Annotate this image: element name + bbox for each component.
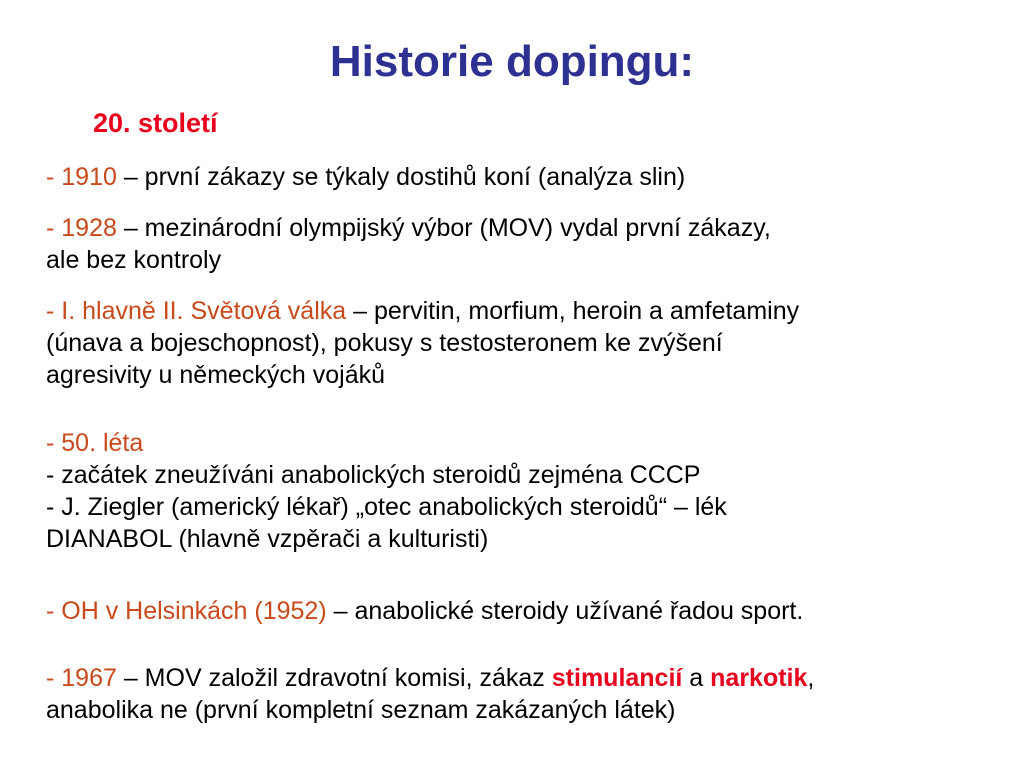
item-helsinki (46, 595, 1016, 627)
item-text-joiner: a (682, 664, 711, 692)
item-text-line2: - začátek zneužíváni anabolických steroidů zejména CCCP (46, 461, 701, 489)
item-text: – pervitin, morfium, heroin a amfetaminy (346, 297, 800, 325)
slide-title: Historie dopingu: (329, 37, 695, 86)
highlight-stimulants: stimulancií (551, 664, 683, 692)
item-text: – anabolické steroidy užívané řadou sport. (326, 597, 804, 625)
item-label: - 50. léta (46, 429, 144, 457)
item-text-line4: DIANABOL (hlavně vzpěrači a kulturisti) (46, 525, 489, 553)
item-1967 (46, 662, 1016, 726)
item-text-line3: agresivity u německých vojáků (46, 361, 386, 389)
item-label: - 1928 (46, 214, 117, 242)
item-text-line3: - J. Ziegler (americký lékař) „otec anabolických steroidů“ – lék (46, 493, 727, 521)
item-text: – první zákazy se týkaly dostihů koní (analýza slin) (116, 163, 686, 191)
item-text-line2: anabolika ne (první kompletní seznam zakázaných látek) (46, 696, 676, 724)
item-text: – MOV založil zdravotní komisi, zákaz (116, 664, 552, 692)
item-1928 (46, 212, 1016, 276)
item-text-comma: , (807, 664, 815, 692)
slide-subtitle: 20. století (93, 108, 218, 138)
item-label: - OH v Helsinkách (1952) (46, 597, 327, 625)
item-label: - I. hlavně II. Světová válka (46, 297, 347, 325)
item-50s (46, 427, 1016, 555)
item-text: – mezinárodní olympijský výbor (MOV) vydal první zákazy, (116, 214, 771, 242)
item-text-line2: (únava a bojeschopnost), pokusy s testosteronem ke zvýšení (46, 329, 723, 357)
item-label: - 1910 (46, 163, 117, 191)
item-label: - 1967 (46, 664, 117, 692)
item-1910 (46, 161, 1016, 193)
item-text-line2: ale bez kontroly (46, 246, 222, 274)
highlight-narcotics: narkotik (710, 664, 808, 692)
item-world-war (46, 295, 1016, 391)
